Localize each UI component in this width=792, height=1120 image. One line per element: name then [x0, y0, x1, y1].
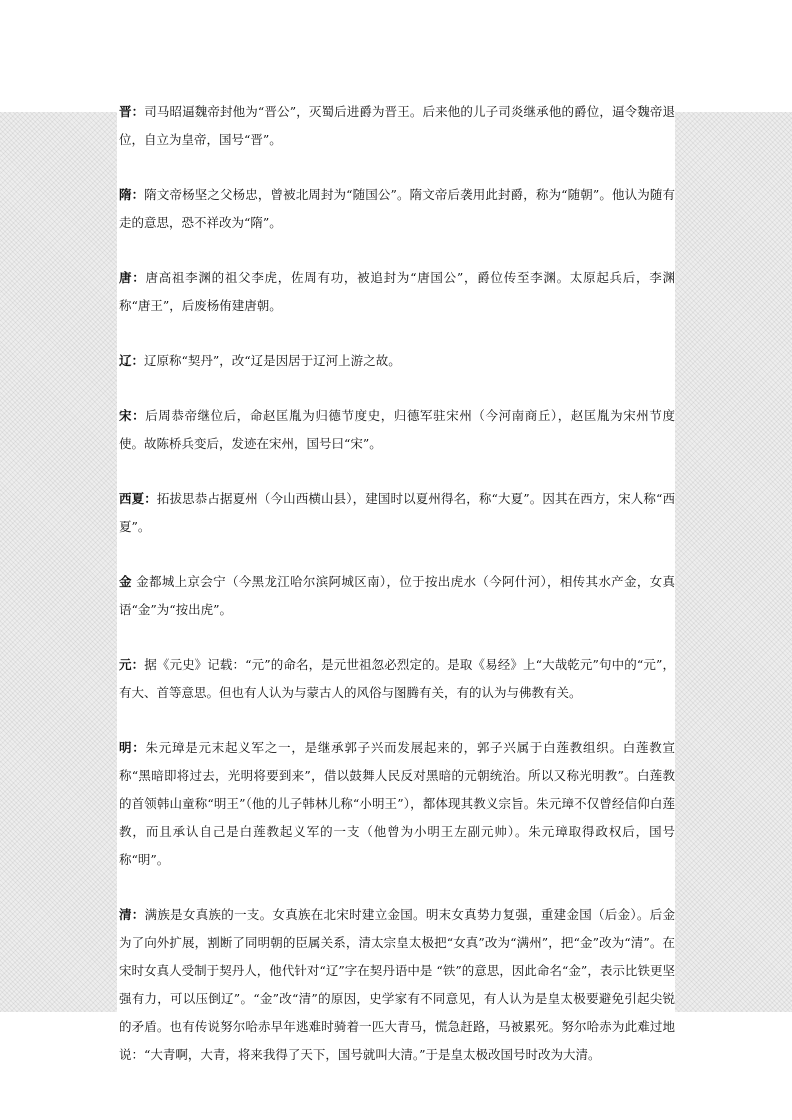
entry-text: 据《元史》记载：“元”的命名，是元世祖忽必烈定的。是取《易经》上“大哉乾元”句中的“元”，有大、首等意思。但也有人认为与蒙古人的风俗与图腾有关，有的认为与佛教有关。: [119, 657, 675, 700]
entry-liao: [119, 347, 675, 375]
entry-text: 司马昭逼魏帝封他为“晋公”，灭蜀后进爵为晋王。后来他的儿子司炎继承他的爵位，逼令魏帝退位，自立为皇帝，国号“晋”。: [119, 104, 675, 147]
entry-jin-dynasty: [119, 568, 675, 624]
entry-term: 晋：: [119, 104, 145, 119]
entry-term: 清：: [119, 907, 145, 922]
entry-ming: [119, 734, 675, 874]
document-body: [119, 98, 675, 1069]
entry-term: 隋：: [119, 187, 145, 202]
entry-text: 隋文帝杨坚之父杨忠，曾被北周封为“随国公”。隋文帝后袭用此封爵，称为“随朝”。他认为随有走的意思，恐不祥改为“隋”。: [119, 187, 675, 230]
entry-text: 拓拔思恭占据夏州（今山西横山县），建国时以夏州得名，称“大夏”。因其在西方，宋人称“西夏”。: [119, 491, 675, 534]
entry-song: [119, 402, 675, 458]
entry-term: 明：: [119, 740, 146, 755]
entry-text: 唐高祖李渊的祖父李虎，佐周有功，被追封为“唐国公”，爵位传至李渊。太原起兵后，李渊称“唐王”，后废杨侑建唐朝。: [119, 270, 675, 313]
entry-term: 辽：: [119, 353, 145, 368]
entry-text: 金都城上京会宁（今黑龙江哈尔滨阿城区南），位于按出虎水（今阿什河），相传其水产金，女真语“金”为“按出虎”。: [119, 574, 675, 617]
entry-term: 元：: [119, 657, 145, 672]
entry-tang: [119, 264, 675, 320]
entry-qing: [119, 901, 675, 1069]
entry-term: 宋：: [119, 408, 146, 423]
entry-text: 后周恭帝继位后，命赵匡胤为归德节度史，归德军驻宋州（今河南商丘），赵匡胤为宋州节度使。故陈桥兵变后，发迹在宋州，国号曰“宋”。: [119, 408, 675, 451]
entry-jin: [119, 98, 675, 154]
entry-term: 西夏：: [119, 491, 157, 506]
entry-text: 辽原称“契丹”，改“辽是因居于辽河上游之故。: [144, 353, 401, 368]
entry-sui: [119, 181, 675, 237]
entry-term: 金: [119, 574, 132, 589]
entry-term: 唐：: [119, 270, 146, 285]
entry-text: 朱元璋是元末起义军之一，是继承郭子兴而发展起来的，郭子兴属于白莲教组织。白莲教宣称“黑暗即将过去，光明将要到来”，借以鼓舞人民反对黑暗的元朝统治。所以又称光明教”。白莲教的首领韩山童称“明王”（他的儿子韩林儿称“小明王”），都体现其教义宗旨。朱元璋不仅曾经信仰白莲教，而且承认自己是白莲教起义军的一支（他曾为小明王左副元帅）。朱元璋取得政权后，国号称“明”。: [119, 740, 675, 867]
entry-text: 满族是女真族的一支。女真族在北宋时建立金国。明末女真势力复强，重建金国（后金）。后金为了向外扩展，割断了同明朝的臣属关系，清太宗皇太极把“女真”改为“满州”，把“金”改为“清”。在宋时女真人受制于契丹人，他代针对“辽”字在契丹语中是 “铁”的意思，因此命名“金”，表示比铁更坚强有力，可以压倒辽”。“金”改“清”的原因，史学家有不同意见，有人认为是皇太极要避免引起尖锐的矛盾。也有传说努尔哈赤早年逃难时骑着一匹大青马，慌急赶路，马被累死。努尔哈赤为此难过地说：“大青啊，大青，将来我得了天下，国号就叫大清。”于是皇太极改国号时改为大清。: [119, 907, 675, 1062]
entry-xixia: [119, 485, 675, 541]
entry-yuan: [119, 651, 675, 707]
